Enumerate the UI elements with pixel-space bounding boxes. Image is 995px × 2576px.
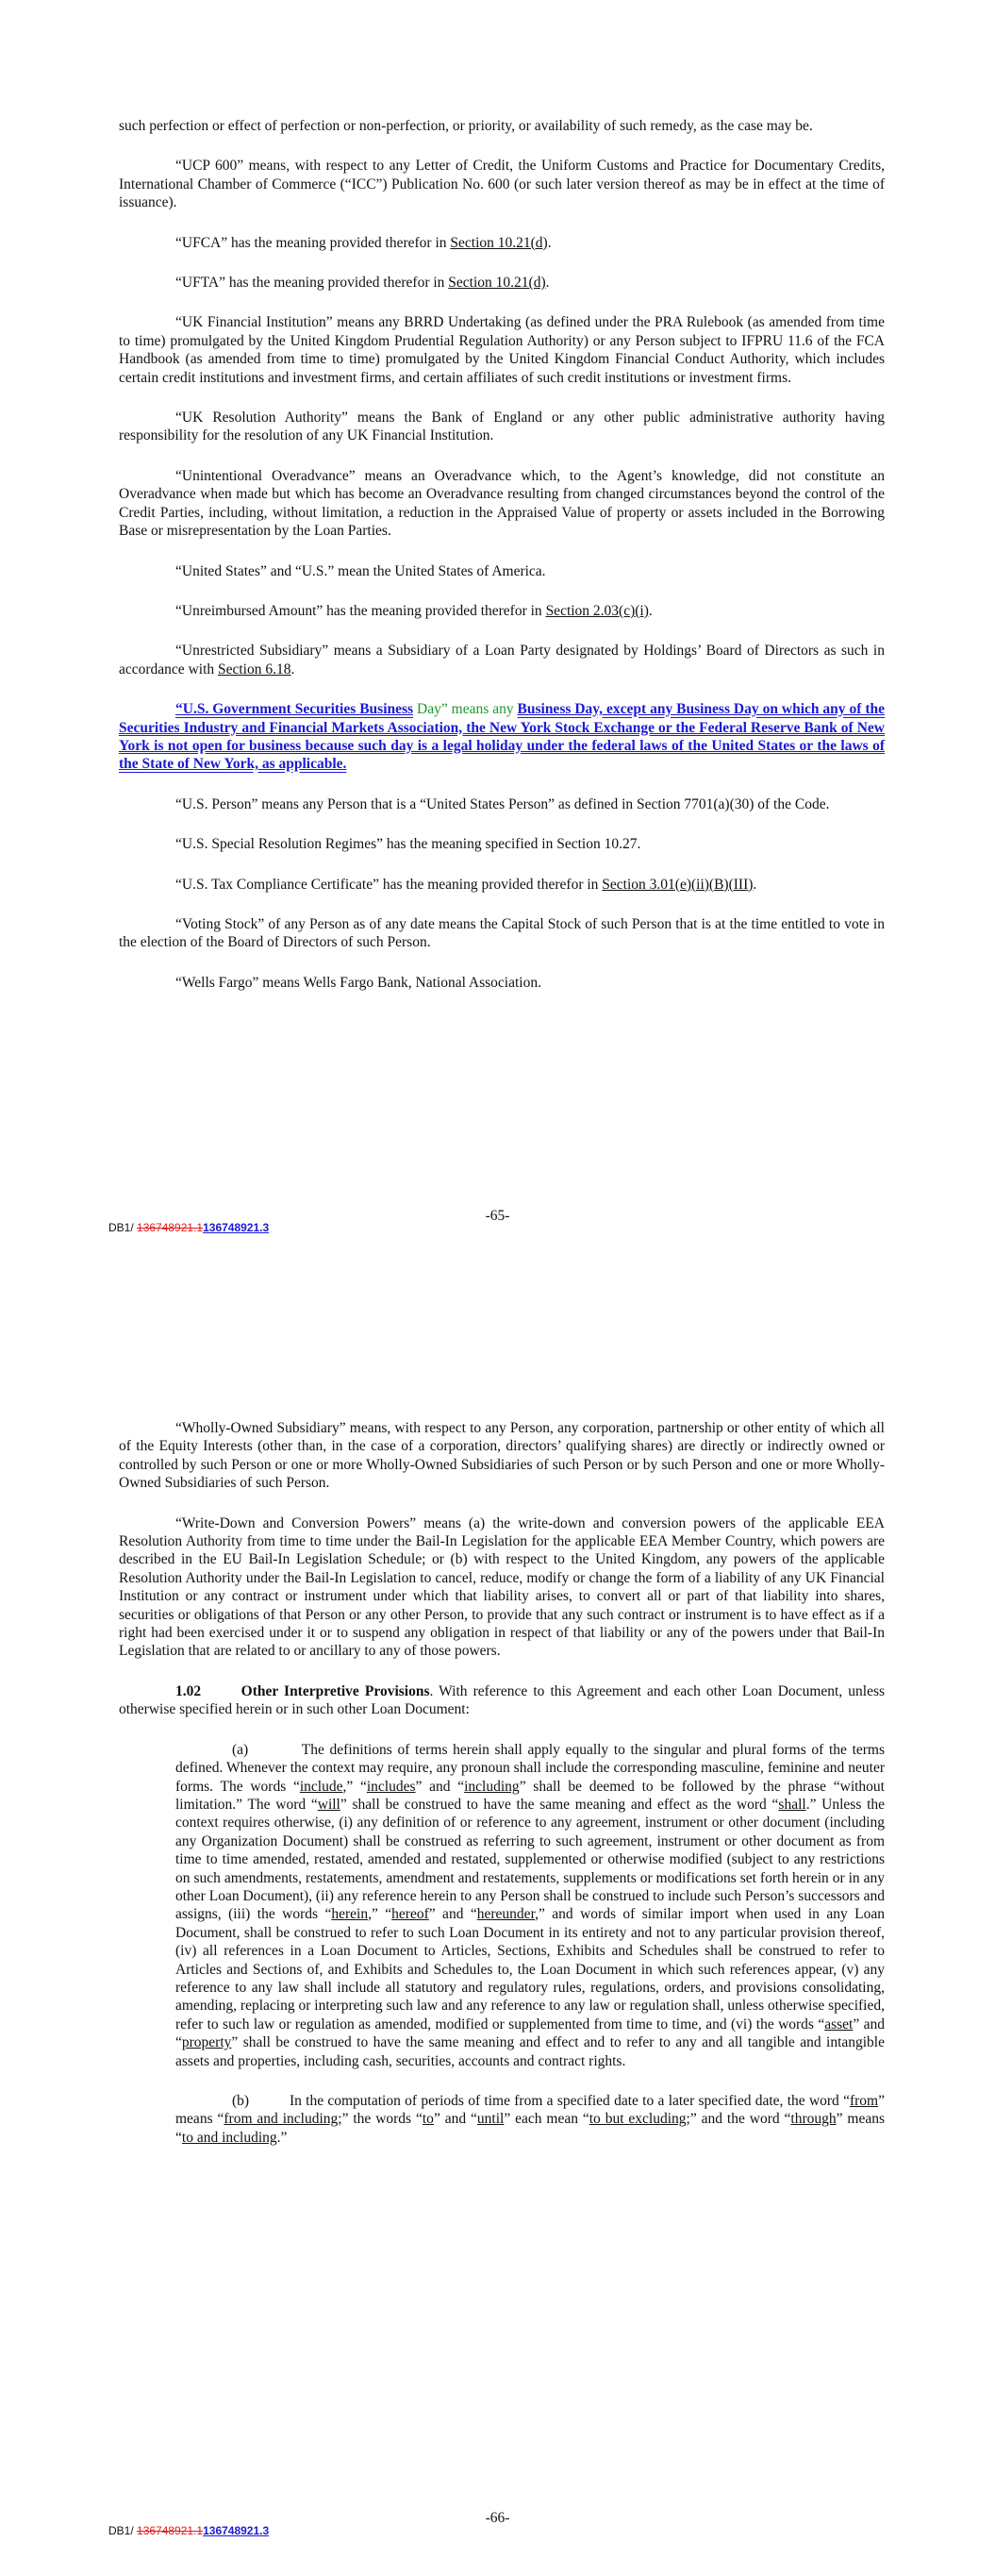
defined-word: asset: [824, 2016, 854, 2032]
clause-text: ” means “: [175, 2111, 886, 2146]
clause-text: ,” “: [368, 1906, 392, 1923]
inserted-text: Business Day, except any Business Day on which any of the Securities Industry and Financial Markets Association, the New York Stock Exchange or the Federal Reserve Bank of New York is not open for business because such day is a legal holiday under the federal laws of the United States or the laws of the State of New York, as applicable.: [119, 701, 886, 773]
clause-text: ” and “: [428, 1906, 477, 1923]
page-number: -66-: [485, 2510, 510, 2526]
defined-word: property: [181, 2034, 232, 2051]
inserted-text: “U.S. Government Securities Business: [175, 701, 414, 718]
definition-text: “UFTA” has the meaning provided therefor in: [175, 275, 449, 292]
footer-inserted-id: 136748921.3: [203, 2524, 270, 2537]
section-reference: Section 3.01(e)(ii)(B)(III): [602, 876, 754, 893]
defined-word: herein: [331, 1906, 369, 1923]
defined-word: includes: [366, 1778, 416, 1795]
clause-text: ;” and the word “: [686, 2111, 791, 2128]
clause-text: .”: [276, 2129, 288, 2146]
section-number: 1.02: [175, 1682, 202, 1699]
clause-text: In the computation of periods of time from a specified date to a later specified date, the word “: [289, 2093, 850, 2109]
clause-text: ” shall be deemed to be followed by the phrase “without limitation.” The word “: [175, 1778, 885, 1813]
defined-word: include: [299, 1778, 343, 1795]
page-65-body: [119, 117, 885, 1013]
page-65: [0, 0, 995, 1264]
footer-deleted-id: 136748921.1: [137, 2524, 204, 2537]
paragraph-continuation: such perfection or effect of perfection or non-perfection, or priority, or availability of such remedy, as the case may be.: [119, 118, 813, 134]
definition-us-government-securities-business-day: [119, 700, 885, 774]
clause-text: ” means “: [175, 2093, 885, 2128]
definition-unrestricted-subsidiary: “Unrestricted Subsidiary” means a Subsidiary of a Loan Party designated by Holdings’ Board of Directors as such in accordance with Section 6.18.: [119, 643, 885, 677]
clause-b: [175, 2092, 885, 2147]
section-reference: Section 6.18: [218, 661, 291, 677]
clause-text: ” and “: [415, 1778, 465, 1795]
definition-unreimbursed-amount: “Unreimbursed Amount” has the meaning provided therefor in Section 2.03(c)(i).: [175, 602, 653, 619]
page-66-body: [119, 1419, 885, 2168]
defined-word: until: [476, 2111, 505, 2128]
clause-text: ” and “: [175, 2016, 885, 2051]
definition-voting-stock: “Voting Stock” of any Person as of any date means the Capital Stock of such Person that is at the time entitled to vote in the election of the Board of Directors of such Person.: [119, 915, 885, 951]
definition-uk-financial-institution: “UK Financial Institution” means any BRRD Undertaking (as defined under the PRA Rulebook (as amended from time to time) promulgated by the United Kingdom Prudential Regulation Authority) or any Person subject to IFPRU 11.6 of the FCA Handbook (as amended from time to time) promulgated by the United Kingdom Financial Conduct Authority, which includes certain credit institutions and investment firms, and certain affiliates of such credit institutions or investment firms.: [119, 314, 885, 386]
definition-text: “Unrestricted Subsidiary” means a Subsidiary of a Loan Party designated by Holdings’ Board of Directors as such in accordance with: [119, 643, 885, 677]
defined-word: to: [422, 2111, 434, 2128]
clause-text: ,” and words of similar import when used in any Loan Document, shall be construed to refer to such Loan Document in its entirety and not to any particular provision thereof, (iv) all references in a Loan Document to Articles, Sections, Exhibits and Schedules shall be construed to refer to Articles and Sections of, and Exhibits and Schedules to, the Loan Document in which such references appear, (v) any reference to any law shall include all statutory and regulatory rules, regulations, orders, and provisions consolidating, amending, replacing or interpreting such law and any reference to any law or regulation shall, unless otherwise specified, refer to such law or regulation as amended, modified or supplemented from time to time, and (vi) the words “: [175, 1906, 886, 2032]
page-66: [0, 1321, 995, 2576]
document-footer: [108, 2524, 269, 2537]
clause-text: ;” the words “: [338, 2111, 423, 2128]
definition-united-states: “United States” and “U.S.” mean the United States of America.: [175, 562, 546, 579]
defined-word: through: [790, 2111, 837, 2128]
definition-ufca: “UFCA” has the meaning provided therefor in Section 10.21(d).: [175, 234, 552, 251]
footer-prefix: DB1/: [108, 1221, 138, 1234]
clause-text: ,” “: [342, 1778, 367, 1795]
page-number: -65-: [485, 1208, 510, 1224]
clause-label: (a): [232, 1741, 249, 1758]
clause-label: (b): [232, 2093, 250, 2109]
clause-text: ” shall be construed to have the same meaning and effect as the word “: [340, 1796, 779, 1813]
defined-word: from: [849, 2093, 879, 2109]
section-reference: Section 10.21(d): [448, 275, 546, 292]
defined-word: to but excluding: [589, 2111, 687, 2128]
definition-unintentional-overadvance: “Unintentional Overadvance” means an Overadvance which, to the Agent’s knowledge, did not constitute an Overadvance when made but which has become an Overadvance resulting from changed circumstances beyond the control of the Credit Parties, including, without limitation, a reduction in the Appraised Value of property or assets included in the Borrowing Base or misrepresentation by the Loan Parties.: [119, 467, 885, 540]
definition-text: “Unreimbursed Amount” has the meaning provided therefor in: [175, 602, 546, 619]
defined-word: shall: [778, 1796, 806, 1813]
document-footer: [108, 1221, 269, 1234]
section-intro: . With reference to this Agreement and each other Loan Document, unless otherwise specified herein or in such other Loan Document:: [119, 1682, 886, 1718]
defined-word: will: [317, 1796, 340, 1813]
defined-word: hereunder: [476, 1906, 536, 1923]
definition-us-person: “U.S. Person” means any Person that is a “United States Person” as defined in Section 7701(a)(30) of the Code.: [175, 795, 830, 812]
defined-word: hereof: [391, 1906, 429, 1923]
section-reference: Section 2.03(c)(i): [545, 602, 649, 619]
clause-text: ” shall be construed to have the same meaning and effect and to refer to any and all tangible and intangible assets and properties, including cash, securities, accounts and contract rights.: [175, 2034, 885, 2069]
clause-a: [175, 1741, 885, 2070]
definition-ucp-600: “UCP 600” means, with respect to any Letter of Credit, the Uniform Customs and Practice for Documentary Credits, International Chamber of Commerce (“ICC”) Publication No. 600 (or such later version thereof as may be in effect at the time of issuance).: [119, 158, 885, 211]
section-title: Other Interpretive Provisions: [240, 1682, 430, 1699]
definition-us-tax-compliance-certificate: “U.S. Tax Compliance Certificate” has the meaning provided therefor in Section 3.01(e)(ii)(B)(III).: [175, 876, 757, 893]
defined-word: including: [464, 1778, 520, 1795]
definition-uk-resolution-authority: “UK Resolution Authority” means the Bank of England or any other public administrative authority having responsibility for the resolution of any UK Financial Institution.: [119, 410, 885, 444]
definition-write-down-and-conversion-powers: “Write-Down and Conversion Powers” means (a) the write-down and conversion powers of the applicable EEA Resolution Authority from time to time under the Bail-In Legislation for the applicable EEA Member Country, which powers are described in the EU Bail-In Legislation Schedule; or (b) with respect to the United Kingdom, any powers of the applicable Resolution Authority under the Bail-In Legislation to cancel, reduce, modify or change the form of a liability of any UK Financial Institution or any contract or instrument under which that liability arises, to convert all or part of that liability into shares, securities or obligations of that Person or any other Person, to provide that any such contract or instrument is to have effect as if a right had been exercised under it or to suspend any obligation in respect of that liability or any of the powers under that Bail-In Legislation that are related to or ancillary to any of those powers.: [119, 1514, 885, 1660]
definition-text: “U.S. Tax Compliance Certificate” has the meaning provided therefor in: [175, 876, 603, 893]
footer-prefix: DB1/: [108, 2524, 138, 2537]
clause-text: .” Unless the context requires otherwise, (i) any definition of or reference to any agreement, instrument or other document (including any Organization Document) shall be construed as referring to such agreement, instrument or other document as from time to time amended, restated, amended and restated, supplemented or otherwise modified (subject to any restrictions on such amendments, restatements, amendment and restatements, supplements or modifications set forth herein or in any other Loan Document), (ii) any reference herein to any Person shall be construed to include such Person’s successors and assigns, (iii) the words “: [175, 1796, 886, 1923]
footer-deleted-id: 136748921.1: [137, 1221, 204, 1234]
defined-word: to and including: [181, 2129, 277, 2146]
section-1-02-heading: [119, 1682, 885, 1719]
definition-wholly-owned-subsidiary: “Wholly-Owned Subsidiary” means, with respect to any Person, any corporation, partnership or other entity of which all of the Equity Interests (other than, in the case of a corporation, directors’ qualifying shares) are directly or indirectly owned or controlled by such Person or one or more Wholly-Owned Subsidiaries of such Person or by such Person and one or more Wholly-Owned Subsidiaries of such Person.: [119, 1420, 885, 1492]
definition-wells-fargo: “Wells Fargo” means Wells Fargo Bank, National Association.: [175, 974, 541, 991]
definition-text: “UFCA” has the meaning provided therefor in: [175, 234, 451, 251]
clause-text: ” and “: [433, 2111, 477, 2128]
clause-text: ” each mean “: [504, 2111, 589, 2128]
definition-us-special-resolution-regimes: “U.S. Special Resolution Regimes” has the meaning specified in Section 10.27.: [175, 836, 641, 853]
clause-text: The definitions of terms herein shall apply equally to the singular and plural forms of the terms defined. Whenever the context may require, any pronoun shall include the corresponding masculine, feminine and neuter forms. The words “: [175, 1741, 886, 1795]
defined-word: from and including: [224, 2111, 339, 2128]
moved-text: Day” means any: [413, 701, 518, 718]
section-reference: Section 10.21(d): [450, 234, 548, 251]
footer-inserted-id: 136748921.3: [203, 1221, 270, 1234]
definition-ufta: “UFTA” has the meaning provided therefor in Section 10.21(d).: [175, 275, 550, 292]
